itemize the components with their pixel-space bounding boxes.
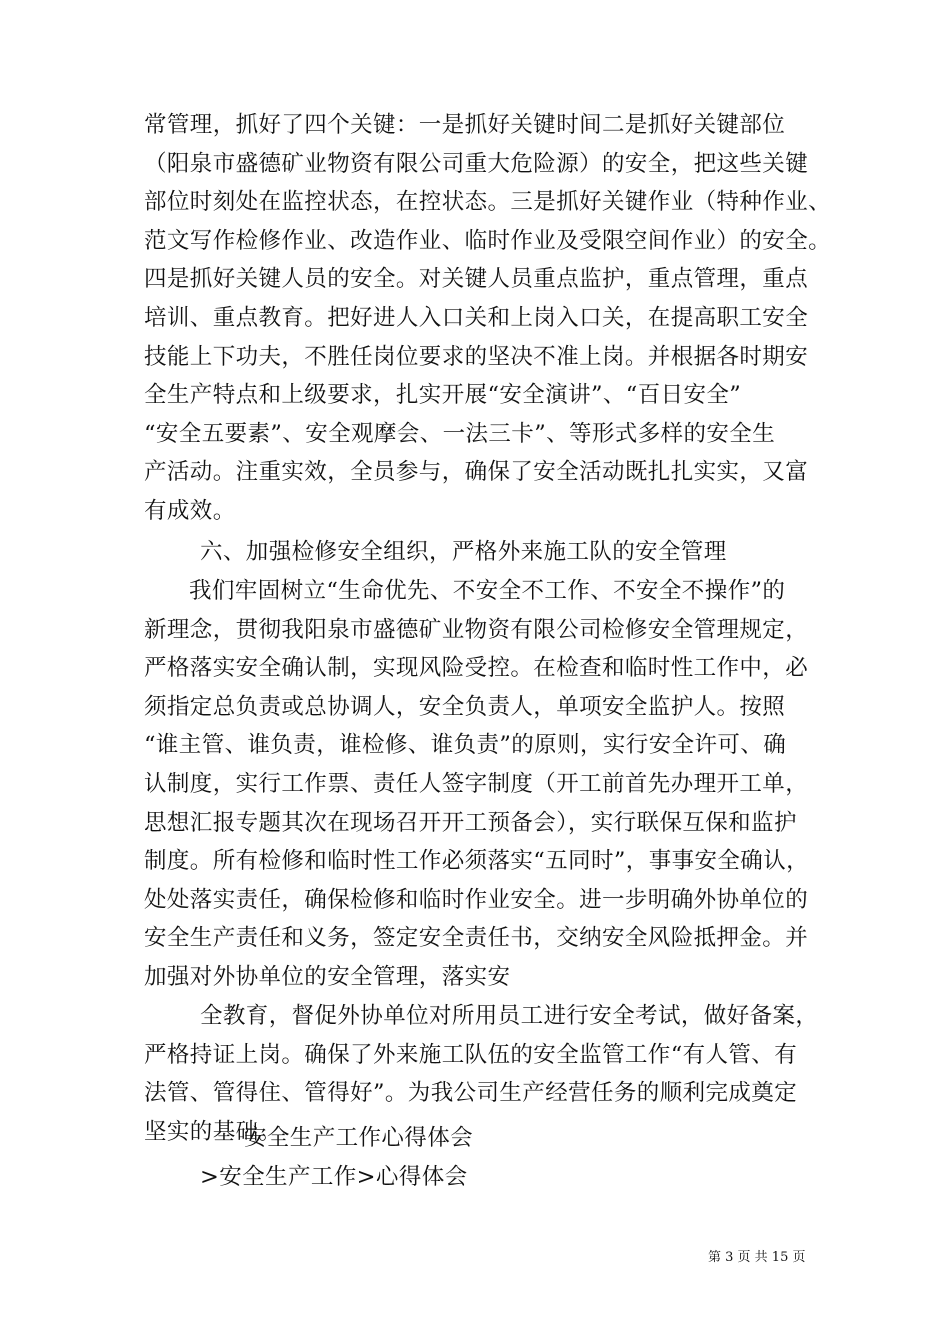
paragraph-line: 技能上下功夫，不胜任岗位要求的坚决不准上岗。并根据各时期安 xyxy=(144,343,809,370)
paragraph-line: “谁主管、谁负责，谁检修、谁负责”的原则，实行安全许可、确 xyxy=(144,732,787,759)
paragraph-maintenance-safety xyxy=(144,572,814,997)
paragraph-line: 思想汇报专题其次在现场召开开工预备会），实行联保互保和监护 xyxy=(144,809,797,836)
paragraph-line: 加强对外协单位的安全管理，落实安 xyxy=(144,963,511,990)
paragraph-line: 须指定总负责或总协调人，安全负责人，单项安全监护人。按照 xyxy=(144,693,786,720)
paragraph-line: 四是抓好关键人员的安全。对关键人员重点监护，重点管理，重点 xyxy=(144,266,809,293)
paragraph-line: 坚实的基础。 xyxy=(144,1118,282,1145)
paragraph-line: 严格持证上岗。确保了外来施工队伍的安全监管工作“有人管、有 xyxy=(144,1041,798,1068)
breadcrumb: >安全生产工作>心得体会 xyxy=(200,1164,468,1190)
paragraph-line: 有成效。 xyxy=(144,497,236,524)
paragraph-line: （阳泉市盛德矿业物资有限公司重大危险源）的安全，把这些关键 xyxy=(144,150,809,177)
paragraph-line: 安全生产责任和义务，签定安全责任书，交纳安全风险抵押金。并 xyxy=(144,925,809,952)
paragraph-line: 认制度，实行工作票、责任人签字制度（开工前首先办理开工单， xyxy=(144,770,809,797)
paragraph-line: 制度。所有检修和临时性工作必须落实“五同时”，事事安全确认， xyxy=(144,848,810,875)
paragraph-line: 培训、重点教育。把好进人入口关和上岗入口关，在提高职工安全 xyxy=(144,304,809,331)
paragraph-key-management xyxy=(144,106,832,531)
paragraph-line: 范文写作检修作业、改造作业、临时作业及受限空间作业）的安全。 xyxy=(144,227,832,254)
paragraph-line: 全生产特点和上级要求，扎实开展“安全演讲”、“百日安全” xyxy=(144,382,742,409)
paragraph-line: 新理念，贯彻我阳泉市盛德矿业物资有限公司检修安全管理规定， xyxy=(144,616,809,643)
paragraph-line: 常管理，抓好了四个关键：一是抓好关键时间二是抓好关键部位 xyxy=(144,112,786,138)
paragraph-line: 部位时刻处在监控状态，在控状态。三是抓好关键作业（特种作业、 xyxy=(144,189,832,216)
page-number-footer: 第 3 页 共 15 页 xyxy=(708,1250,806,1265)
paragraph-line: “安全五要素”、安全观摩会、一法三卡”、等形式多样的安全生 xyxy=(144,420,776,447)
paragraph-line: 法管、管得住、管得好”。为我公司生产经营任务的顺利完成奠定 xyxy=(144,1080,798,1107)
paragraph-line: 全教育，督促外协单位对所用员工进行安全考试，做好备案， xyxy=(200,1003,819,1029)
section-heading-six: 六、加强检修安全组织，严格外来施工队的安全管理 xyxy=(200,539,727,565)
paragraph-line: 我们牢固树立“生命优先、不安全不工作、不安全不操作”的 xyxy=(189,578,786,604)
paragraph-line: 处处落实责任，确保检修和临时作业安全。进一步明确外协单位的 xyxy=(144,886,809,913)
paragraph-line: 产活动。注重实效，全员参与，确保了安全活动既扎扎实实，又富 xyxy=(144,459,809,486)
paragraph-line: 严格落实安全确认制，实现风险受控。在检查和临时性工作中，必 xyxy=(144,655,809,682)
subsection-title: 安全生产工作心得体会 xyxy=(244,1125,474,1151)
